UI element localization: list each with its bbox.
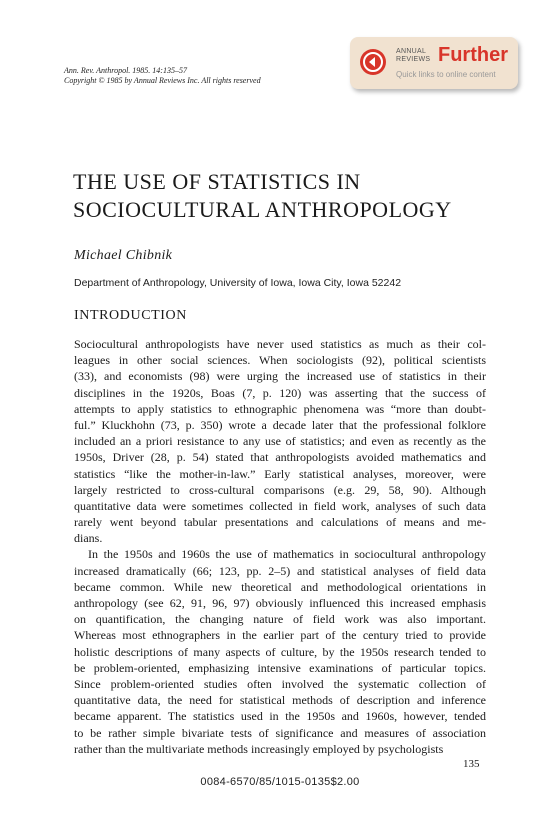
section-heading: INTRODUCTION (74, 308, 187, 323)
title-line: THE USE OF STATISTICS IN (73, 169, 361, 194)
title-line: SOCIOCULTURAL ANTHROPOLOGY (73, 197, 452, 222)
body-line: leagues in other social sciences. When sociologists (92), political scientists (74, 353, 486, 368)
body-line: In the 1950s and 1960s the use of mathematics in sociocultural anthropology (88, 547, 486, 562)
annual-label: ANNUAL (396, 48, 427, 55)
citation-line: Ann. Rev. Anthropol. 1985. 14:135–57 (64, 66, 187, 75)
body-line: included an a priori resistance to any use of statistics; and even as recently as the (74, 434, 486, 449)
body-line: be problem-oriented, emphasizing intensive examinations of particular topics. (74, 660, 486, 675)
further-banner[interactable] (350, 37, 518, 89)
body-line: ful.” Kluckhohn (73, p. 350) wrote a decade later that the professional folklore (74, 417, 486, 432)
author-name: Michael Chibnik (74, 248, 173, 263)
body-line: to be rather simple bivariate tests of significance and measures of association (74, 725, 486, 740)
body-line: Whereas most ethnographers in the earlier part of the century tried to provide (74, 628, 486, 643)
body-line: became apparent. The statistics used in the 1950s and 1960s, however, tended (74, 709, 486, 724)
body-line: rather than the multivariate methods increasingly employed by psychologists (74, 741, 444, 756)
body-line: attempts to apply statistics to ethnographic phenomena was “more than doubt- (74, 401, 486, 416)
footer-code: 0084-6570/85/1015-0135$2.00 (200, 776, 360, 788)
body-line: holistic descriptions of many aspects of culture, by the 1950s research tended to (74, 644, 486, 659)
body-line: quantitative data were sometimes collected in field work, analyses of such data (74, 498, 486, 513)
body-text (74, 336, 486, 757)
author-affiliation: Department of Anthropology, University of Iowa, Iowa City, Iowa 52242 (74, 277, 402, 289)
body-line: on quantification, the changing nature of field work was also important. (74, 612, 486, 627)
body-line: dians. (74, 531, 103, 546)
body-line: became common. While new theoretical and methodological orientations in (74, 579, 486, 594)
further-subtitle: Quick links to online content (396, 70, 496, 79)
body-line: rarely went beyond tabular presentations and calculations of means and me- (74, 515, 486, 530)
reviews-label: REVIEWS (396, 56, 431, 63)
body-line: Sociocultural anthropologists have never used statistics as much as their col- (74, 337, 486, 351)
body-line: disciplines in the 1920s, Boas (7, p. 120) was asserting that the success of (74, 385, 486, 400)
body-line: largely restricted to cross-cultural comparisons (e.g. 29, 58, 90). Although (74, 482, 486, 497)
citation-block (64, 66, 261, 86)
copyright-line: Copyright © 1985 by Annual Reviews Inc. All rights reserved (64, 76, 261, 85)
article-title (73, 168, 513, 224)
body-line: Since problem-oriented studies often involved the systematic collection of (74, 676, 486, 691)
body-line: (33), and economists (98) were urging the increased use of statistics in their (74, 369, 486, 384)
further-label: Further (438, 44, 508, 66)
body-line: statistics “like the mother-in-law.” Early statistical analyses, moreover, were (74, 466, 486, 481)
body-line: 1950s, Driver (28, p. 54) stated that anthropologists avoided mathematics and (74, 450, 486, 465)
body-line: increased dramatically (66; 123, pp. 2–5) and statistical analyses of field data (74, 563, 486, 578)
body-line: quantitative data, the need for statistical methods of description and inference (74, 693, 486, 708)
page-number: 135 (463, 758, 480, 770)
body-line: anthropology (see 62, 91, 96, 97) obviously influenced this increased emphasis (74, 596, 486, 610)
play-arrow-icon (360, 49, 386, 75)
